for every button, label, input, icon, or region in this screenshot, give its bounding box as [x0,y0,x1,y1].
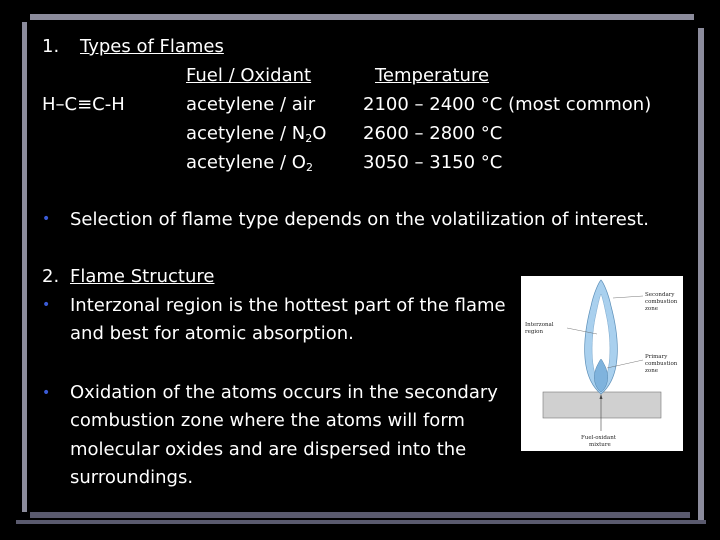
label-mixture-1: Fuel-oxidant [581,435,616,441]
label-mixture-2: mixture [589,442,611,448]
section2-bullet1-line2: and best for atomic absorption. [70,323,354,344]
label-primary-3: zone [645,368,659,374]
label-interzonal-2: region [525,329,544,335]
bullet-marker: • [42,297,51,313]
frame-bottom-bar [30,512,690,518]
flame-structure-diagram [521,276,683,451]
frame-left-bar [22,22,27,512]
section1-bullet: Selection of flame type depends on the volatilization of interest. [70,209,649,230]
burner-head [543,392,661,418]
label-secondary-1: Secondary [645,292,675,298]
fuel-row-3-main: acetylene / O [186,152,306,173]
section2-bullet1-line1: Interzonal region is the hottest part of the flame [70,295,506,316]
fuel-row-2-tail: O [312,123,327,144]
temp-row-2: 2600 – 2800 °C [363,123,503,144]
acetylene-formula: H–C≡C-H [42,94,125,115]
section2-bullet2-line4: surroundings. [70,467,194,488]
temp-row-1: 2100 – 2400 °C (most common) [363,94,652,115]
section2-bullet2-line1: Oxidation of the atoms occurs in the secondary [70,382,498,403]
temperature-header: Temperature [375,65,490,86]
section2-bullet2-line3: molecular oxides and are dispersed into the [70,439,467,460]
section1-number: 1. [42,36,60,57]
label-interzonal-1: Interzonal [525,322,554,328]
label-primary-2: combustion [645,361,678,367]
label-secondary-2: combustion [645,299,678,305]
frame-bottom-bar-2 [16,520,706,524]
bullet-marker: • [42,385,51,401]
fuel-row-2-main: acetylene / N [186,123,306,144]
fuel-row-2-sub: 2 [305,132,313,145]
label-primary-1: Primary [645,354,668,360]
fuel-header: Fuel / Oxidant [186,65,312,86]
leader-secondary [613,296,643,298]
label-secondary-3: zone [645,306,659,312]
section1-title: Types of Flames [80,36,224,57]
section2-number: 2. [42,266,60,287]
section2-title: Flame Structure [70,266,215,287]
frame-top-bar [30,14,694,20]
bullet-marker: • [42,211,51,227]
section2-bullet2-line2: combustion zone where the atoms will form [70,410,465,431]
temp-row-3: 3050 – 3150 °C [363,152,503,173]
frame-right-bar [698,28,704,520]
fuel-row-2 [186,123,326,145]
fuel-row-1: acetylene / air [186,94,316,115]
fuel-row-3-sub: 2 [305,161,313,174]
fuel-row-3 [186,152,313,174]
